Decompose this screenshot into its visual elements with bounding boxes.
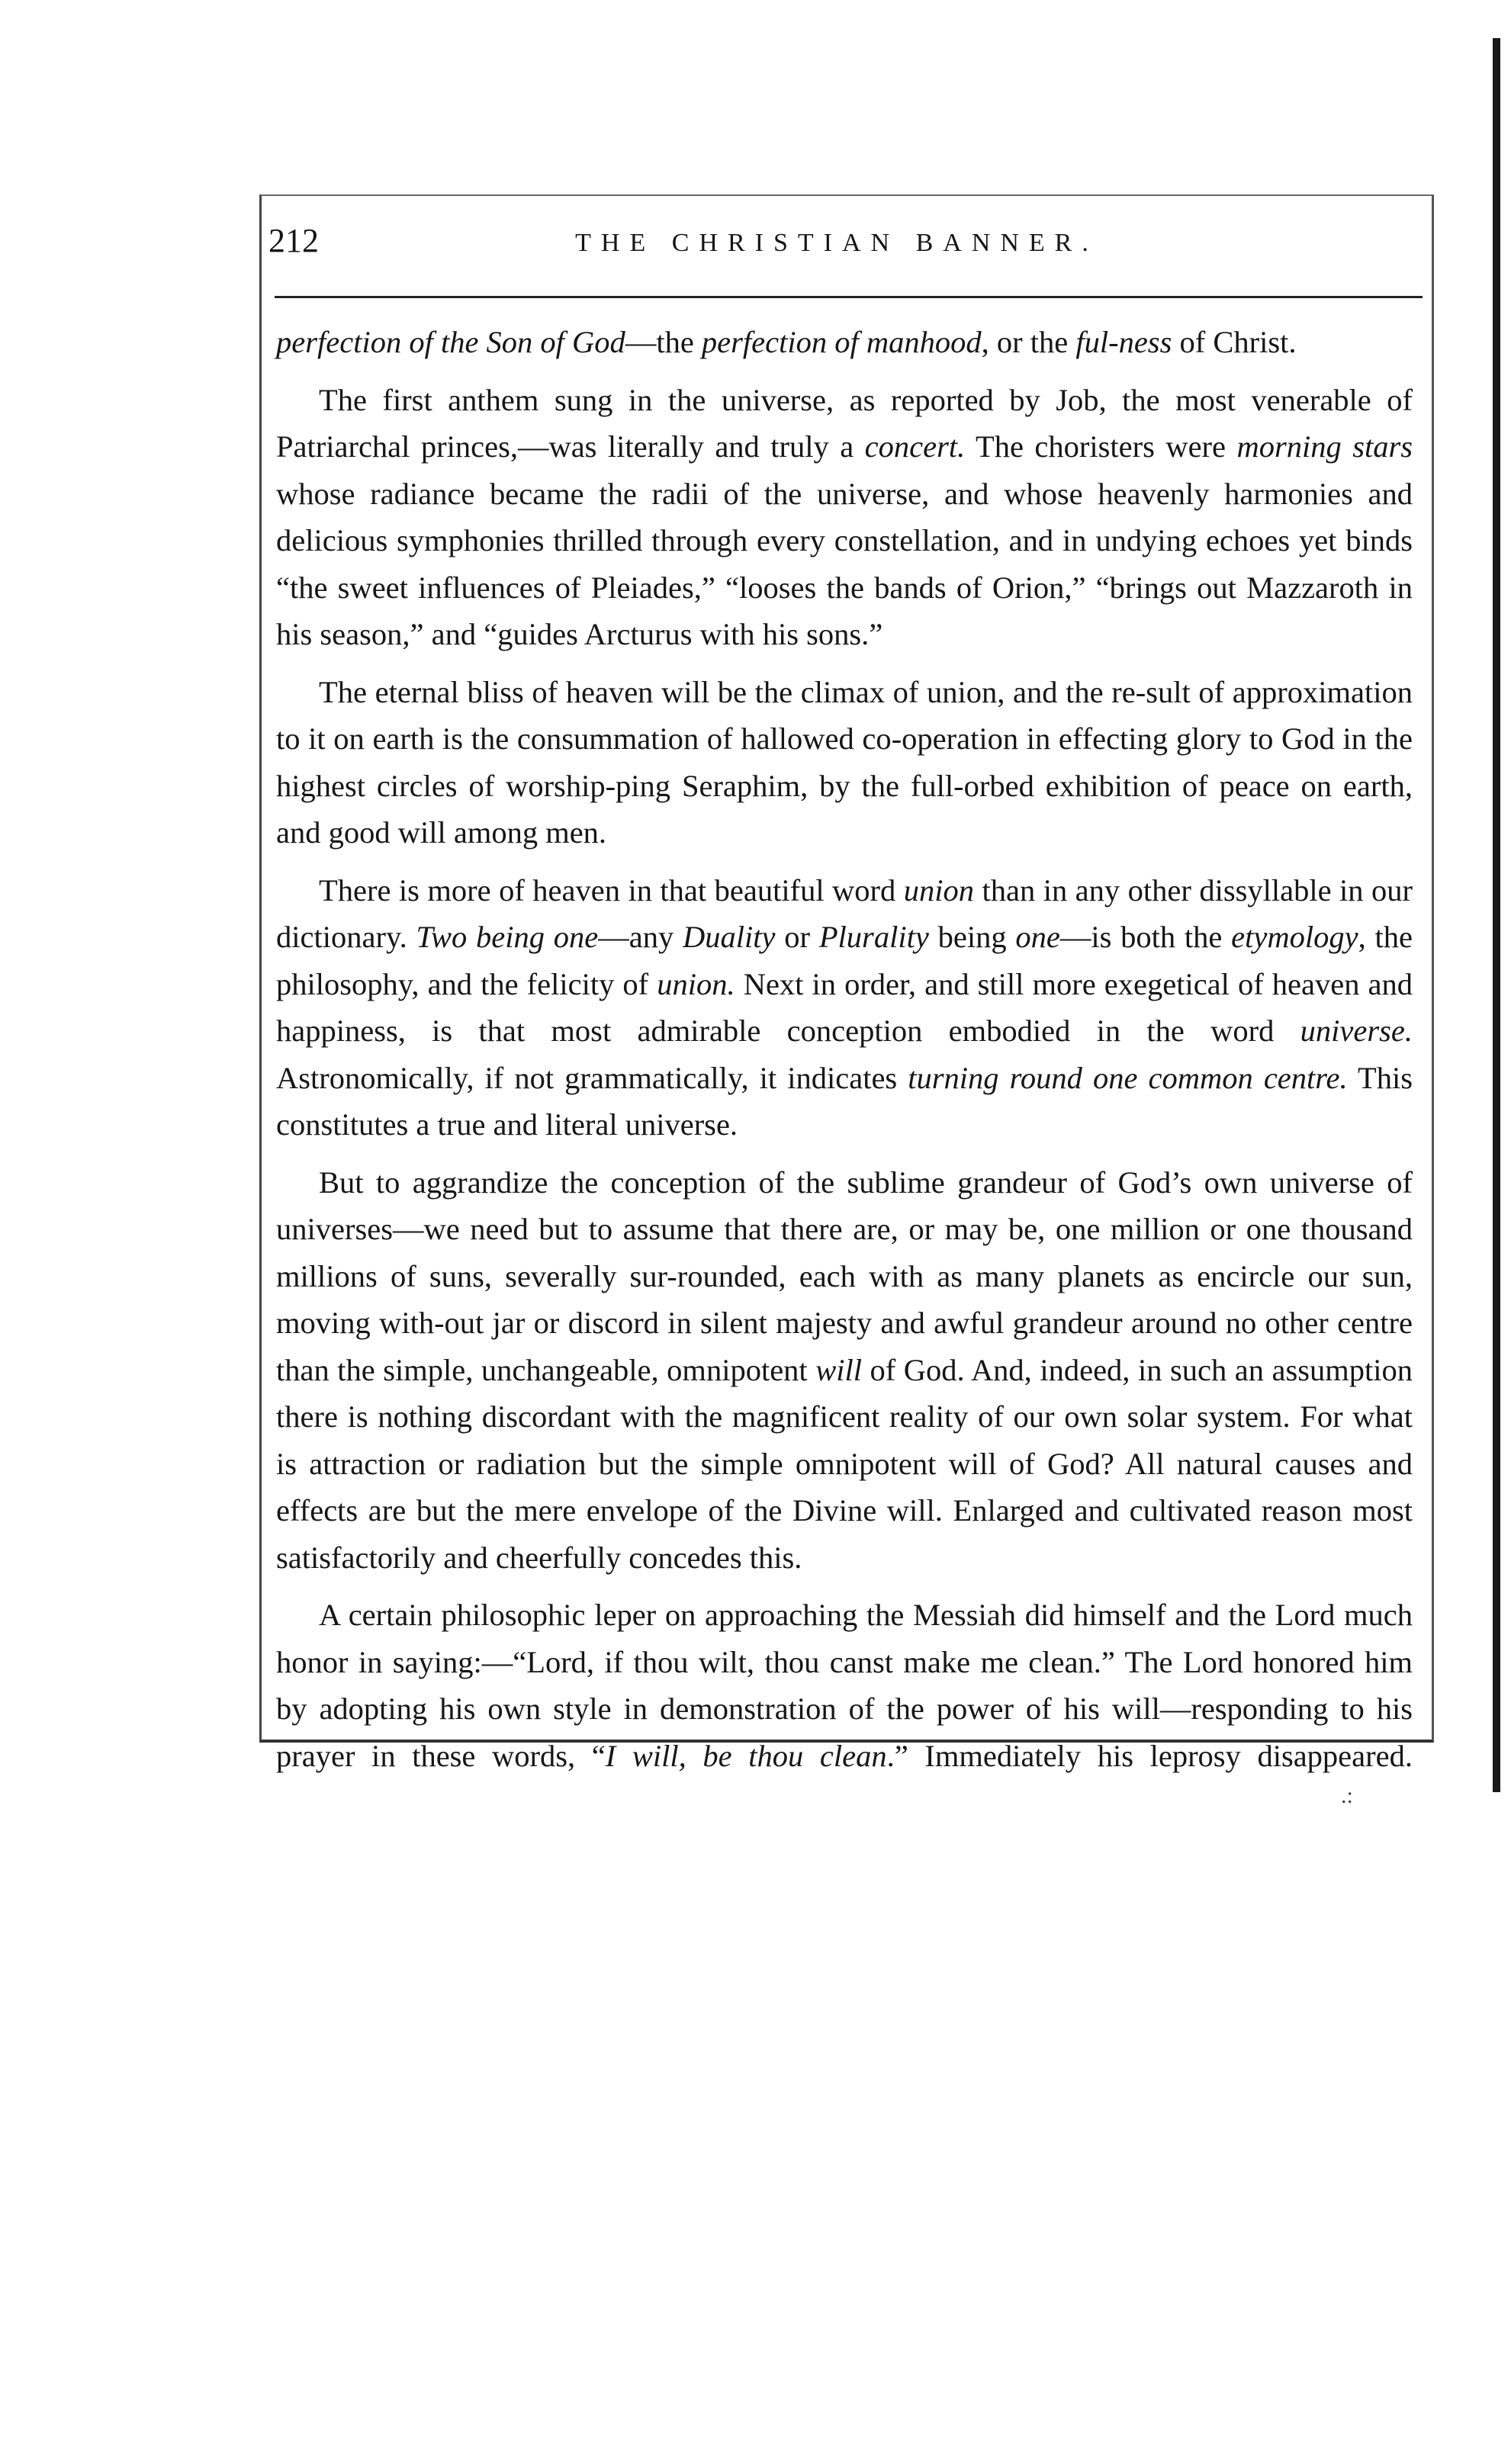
text-run: being <box>928 920 1016 954</box>
italic-run: universe. <box>1300 1014 1413 1048</box>
text-run: —is both the <box>1059 920 1232 954</box>
text-run: The choristers were <box>965 429 1237 464</box>
scan-speck: .: <box>1341 1783 1353 1808</box>
text-run: Next in order, and still more exegetical of heaven and happiness, is that most admirable conception embodied in the word <box>276 966 1413 1048</box>
text-run: A certain philosophic leper on approaching the Messiah did himself and the Lord much honor in saying:—“Lord, if thou wilt, thou canst make me clean.” The Lord honored him by adopting his own style in demonstration of the power of his will—responding to his prayer in these words, “ <box>276 1598 1413 1773</box>
article-body <box>276 319 1413 1790</box>
italic-run: perfection of the Son of God <box>276 325 625 359</box>
italic-run: concert. <box>864 429 966 464</box>
text-run: , or the <box>981 325 1076 359</box>
text-run: , the philosophy, and the felicity of <box>276 920 1413 1001</box>
header-rule <box>275 296 1423 298</box>
text-run: —the <box>625 325 702 359</box>
text-run: of God. And, indeed, in such an assumption there is nothing discordant with the magnificent reality of our own solar system. For what is attraction or radiation but the simple omnipotent will of God? All natural causes and effects are but the mere envelope of the Divine will. Enlarged and cultivated reason most satisfactorily and cheerfully concedes this. <box>276 1352 1413 1575</box>
paragraph <box>276 377 1413 658</box>
running-head <box>268 221 1405 275</box>
text-run: This constitutes a true and literal universe. <box>276 1060 1413 1142</box>
italic-run: union <box>903 872 975 908</box>
text-run: than in any other dissyllable in our dictionary. <box>276 872 1413 954</box>
italic-run: etymology <box>1231 920 1358 954</box>
text-run: The first anthem sung in the universe, as reported by Job, the most venerable of Patriarchal princes,—was literally and truly a <box>276 382 1413 464</box>
italic-run: ful-ness <box>1075 325 1172 359</box>
paragraph <box>276 1159 1413 1582</box>
paragraph <box>276 1592 1413 1779</box>
italic-run: Two being one <box>416 920 599 954</box>
italic-run: I will, be thou clean <box>605 1738 887 1773</box>
paragraph <box>276 669 1413 856</box>
text-run: The eternal bliss of heaven will be the climax of union, and the re-sult of approximation to it on earth is the consummation of hallowed co-operation in effecting glory to God in the highest circles of worship-ping Seraphim, by the full-orbed exhibition of peace on earth, and good will among men. <box>276 674 1413 850</box>
text-run: of Christ. <box>1172 325 1297 359</box>
italic-run: morning stars <box>1236 429 1413 464</box>
text-run: Astronomically, if not grammatically, it indicates <box>276 1060 908 1095</box>
text-run: .” Immediately his leprosy disappeared. <box>886 1738 1413 1773</box>
scan-edge-bar <box>1493 38 1500 1792</box>
italic-run: union. <box>657 966 735 1001</box>
page-number: 212 <box>268 222 319 259</box>
paragraph <box>276 319 1413 366</box>
text-run: But to aggrandize the conception of the sublime grandeur of God’s own universe of universes—we need but to assume that there are, or may be, one million or one thousand millions of suns, severally sur-rounded, each with as many planets as encircle our sun, moving with-out jar or discord in silent majesty and awful grandeur around no other centre than the simple, unchangeable, omnipotent <box>276 1165 1413 1387</box>
paragraph <box>276 867 1413 1148</box>
text-run: or <box>775 920 819 954</box>
text-run: —any <box>598 920 683 954</box>
italic-run: one <box>1015 920 1060 954</box>
italic-run: Duality <box>683 920 776 954</box>
italic-run: perfection of manhood <box>701 325 982 359</box>
italic-run: will <box>815 1352 862 1387</box>
text-run: whose radiance became the radii of the universe, and whose heavenly harmonies and delicious symphonies thrilled through every constellation, and in undying echoes yet binds “the sweet influences of Pleiades,” “looses the bands of Orion,” “brings out Mazzaroth in his season,” and “guides Arcturus with his sons.” <box>276 476 1413 651</box>
text-run: There is more of heaven in that beautiful word <box>319 872 904 908</box>
italic-run: Plurality <box>818 920 929 954</box>
journal-title: THE CHRISTIAN BANNER. <box>575 229 1098 257</box>
italic-run: turning round one common centre. <box>908 1060 1348 1095</box>
